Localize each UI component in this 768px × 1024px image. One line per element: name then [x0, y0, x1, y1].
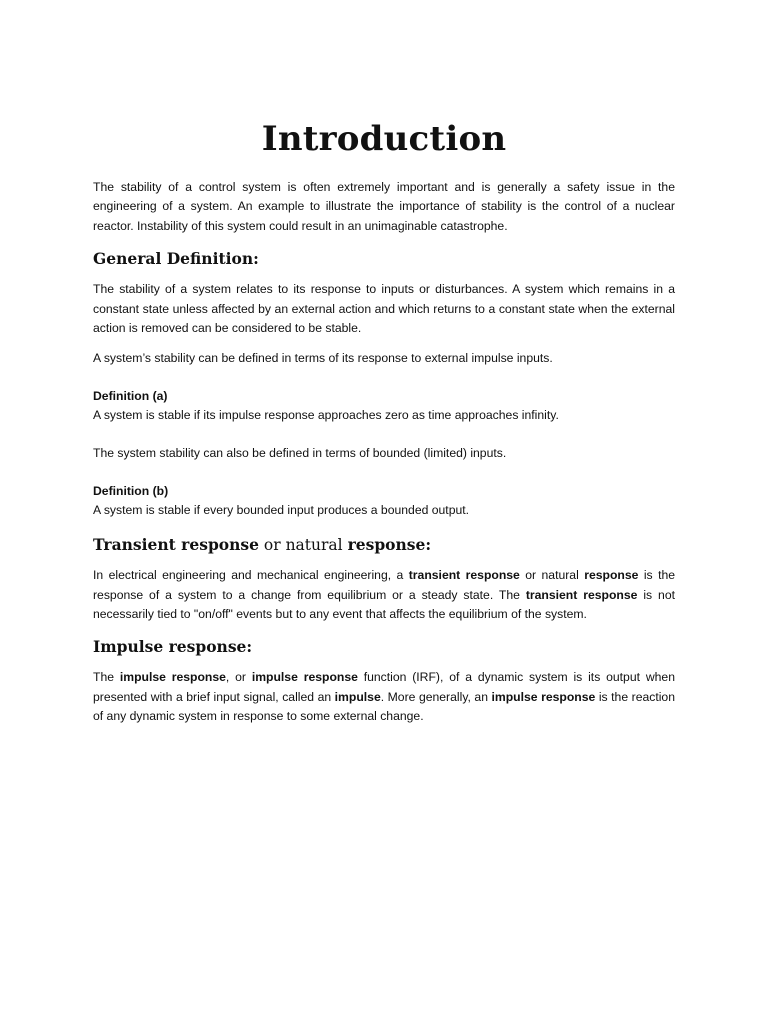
definition-a-label: Definition (a): [93, 388, 168, 403]
transient-response-heading: [93, 534, 675, 556]
transient-text-a: In electrical engineering and mechanical engineering, a: [93, 568, 409, 583]
impulse-text-i: is the reaction of any dynamic system in response to some external change.: [93, 689, 675, 724]
transient-text-c: or natural: [519, 568, 585, 583]
impulse-text-c: , or: [225, 670, 252, 685]
transient-term-3: transient response: [525, 587, 638, 602]
transient-text-e: is the response of a system to a change from equilibrium or a steady state. The: [93, 568, 676, 602]
definition-a: [93, 387, 675, 425]
impulse-term-1: impulse response: [119, 670, 226, 685]
transient-heading-part2: or natural: [258, 536, 348, 555]
impulse-text-e: function (IRF), of a dynamic system is its output when presented with a brief input signal, called an: [93, 670, 675, 704]
definition-b-text: A system is stable if every bounded input produces a bounded output.: [93, 503, 470, 518]
definition-a-text: A system is stable if its impulse response approaches zero as time approaches infinity.: [93, 407, 559, 422]
transient-heading-part1: Transient response: [93, 535, 259, 555]
definition-b: [93, 482, 675, 520]
transient-heading-part3: response:: [347, 535, 432, 555]
general-paragraph-2: A system’s stability can be defined in terms of its response to external impulse inputs.: [93, 351, 553, 366]
intro-paragraph: The stability of a control system is often extremely important and is generally a safety issue in the engineering of a system. An example to illustrate the importance of stability is the control of a nuclear reactor. Instability of this system could result in an unimaginable catastrophe.: [93, 180, 675, 233]
general-definition-heading: General Definition:: [93, 249, 259, 269]
impulse-term-3: impulse: [334, 689, 381, 704]
general-paragraph-1: The stability of a system relates to its response to inputs or disturbances. A system which remains in a constant state unless affected by an external action and which returns to a constant state when the external action is removed can be considered to be stable.: [93, 282, 675, 336]
transient-paragraph: [93, 566, 675, 624]
impulse-term-2: impulse response: [251, 670, 358, 685]
transient-text-g: is not necessarily tied to "on/off" events but to any event that affects the equilibrium of the system.: [93, 587, 675, 622]
impulse-text-g: . More generally, an: [380, 689, 492, 704]
document-body: [93, 116, 675, 727]
impulse-term-4: impulse response: [491, 689, 596, 704]
impulse-paragraph: [93, 668, 675, 726]
impulse-response-heading: Impulse response:: [93, 637, 253, 657]
definition-b-label: Definition (b): [93, 484, 169, 499]
transient-term-1: transient response: [408, 568, 520, 583]
page-title: Introduction: [261, 119, 507, 159]
general-paragraph-3: The system stability can also be defined in terms of bounded (limited) inputs.: [93, 445, 507, 460]
impulse-text-a: The: [93, 670, 120, 685]
transient-term-2: response: [584, 568, 639, 583]
